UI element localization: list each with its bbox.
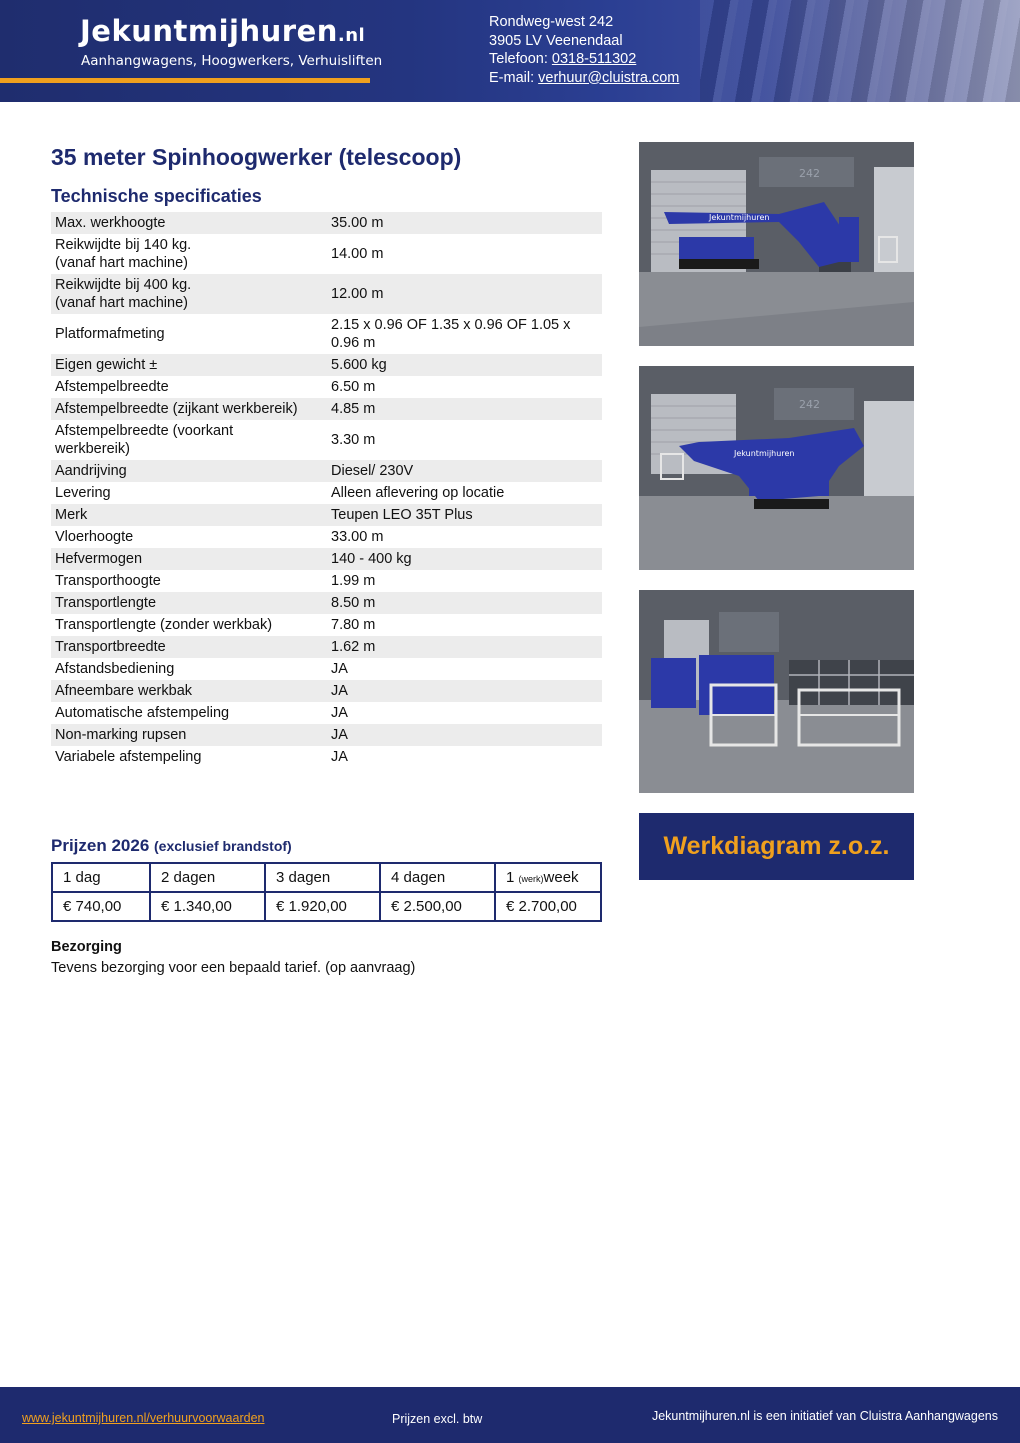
price-header: 4 dagen <box>380 863 495 892</box>
spec-row <box>51 636 602 658</box>
prices-header-row <box>52 863 601 892</box>
price-value: € 1.920,00 <box>265 892 380 921</box>
spec-value-line: 12.00 m <box>331 286 384 302</box>
logo-name: Jekuntmijhuren <box>80 14 338 48</box>
page-footer <box>0 1387 1020 1443</box>
spec-value <box>327 746 602 768</box>
spec-row <box>51 460 602 482</box>
spec-value <box>327 234 602 274</box>
spec-value-line: JA <box>331 661 348 677</box>
prices-title-main: Prijzen 2026 <box>51 836 150 855</box>
spec-value-line: 2.15 x 0.96 OF 1.35 x 0.96 OF 1.05 x <box>331 317 571 333</box>
spec-value-line: Teupen LEO 35T Plus <box>331 507 473 523</box>
spec-label-line: Merk <box>55 507 88 523</box>
spec-row <box>51 614 602 636</box>
machine-photo-1 <box>639 142 914 346</box>
spec-label-line: (vanaf hart machine) <box>55 255 188 271</box>
spec-label-line: Transportbreedte <box>55 639 166 655</box>
spec-value-line: 8.50 m <box>331 595 376 611</box>
spec-row <box>51 212 602 234</box>
spec-label-line: Automatische afstempeling <box>55 705 230 721</box>
prices-value-row <box>52 892 601 921</box>
spec-value-line: 35.00 m <box>331 215 384 231</box>
spec-label-line: (vanaf hart machine) <box>55 295 188 311</box>
prices-title-note: (exclusief brandstof) <box>154 838 292 854</box>
spec-value <box>327 504 602 526</box>
spec-value <box>327 314 602 354</box>
page-title: 35 meter Spinhoogwerker (telescoop) <box>51 144 462 170</box>
spec-label-line: Transportlengte <box>55 595 157 611</box>
phone-link[interactable]: 0318-511302 <box>551 51 637 67</box>
price-header: 1 dag <box>52 863 150 892</box>
spec-label <box>51 212 327 234</box>
spec-row <box>51 354 602 376</box>
machine-label-2: Jekuntmijhuren <box>734 449 795 458</box>
spec-label <box>51 614 327 636</box>
spec-row <box>51 398 602 420</box>
price-value: € 2.500,00 <box>380 892 495 921</box>
price-header-week <box>495 863 601 892</box>
spec-row <box>51 680 602 702</box>
spec-label-line: Hefvermogen <box>55 551 143 567</box>
machine-photo-3 <box>639 590 914 793</box>
spec-value-line: 1.62 m <box>331 639 376 655</box>
spec-label-line: Reikwijdte bij 400 kg. <box>55 277 192 293</box>
spec-label-line: Afstempelbreedte <box>55 379 169 395</box>
bezorging-title: Bezorging <box>51 939 122 955</box>
spec-row <box>51 746 602 768</box>
spec-label <box>51 376 327 398</box>
spec-value <box>327 212 602 234</box>
footer-initiative-note: Jekuntmijhuren.nl is een initiatief van Cluistra Aanhangwagens <box>651 1409 998 1423</box>
machine-photo-2 <box>639 366 914 570</box>
spec-value-line: JA <box>331 749 348 765</box>
spec-value <box>327 460 602 482</box>
spec-row <box>51 376 602 398</box>
spec-label-line: Platformafmeting <box>55 326 165 342</box>
prices-table <box>51 862 602 922</box>
spec-value-line: JA <box>331 705 348 721</box>
spec-label-line: Aandrijving <box>55 463 127 479</box>
spec-label <box>51 636 327 658</box>
spec-label-line: Afstandsbediening <box>55 661 175 677</box>
spec-value-line: JA <box>331 683 348 699</box>
spec-label <box>51 482 327 504</box>
spec-value <box>327 398 602 420</box>
spec-value <box>327 274 602 314</box>
week-small: (werk) <box>518 874 544 884</box>
spec-label <box>51 398 327 420</box>
spec-label <box>51 702 327 724</box>
phone-line <box>489 50 679 69</box>
spec-row <box>51 724 602 746</box>
spec-value <box>327 658 602 680</box>
price-value: € 1.340,00 <box>150 892 265 921</box>
spec-row <box>51 482 602 504</box>
spec-label <box>51 274 327 314</box>
price-header: 2 dagen <box>150 863 265 892</box>
prices-title <box>51 836 292 856</box>
spec-row <box>51 274 602 314</box>
spec-row <box>51 526 602 548</box>
spec-label <box>51 592 327 614</box>
spec-label <box>51 724 327 746</box>
spec-value-line: 3.30 m <box>331 432 376 448</box>
spec-label-line: Afstempelbreedte (voorkant <box>55 423 234 439</box>
spec-value <box>327 636 602 658</box>
spec-value <box>327 548 602 570</box>
spec-value <box>327 614 602 636</box>
spec-label <box>51 658 327 680</box>
specs-table <box>51 212 602 768</box>
spec-value-line: Diesel/ 230V <box>331 463 414 479</box>
spec-label <box>51 460 327 482</box>
week-suffix: week <box>543 869 579 886</box>
spec-value <box>327 354 602 376</box>
werkdiagram-banner[interactable]: Werkdiagram z.o.z. <box>639 813 914 880</box>
spec-row <box>51 592 602 614</box>
spec-value <box>327 376 602 398</box>
spec-value <box>327 482 602 504</box>
spec-label <box>51 526 327 548</box>
spec-label-line: Max. werkhoogte <box>55 215 166 231</box>
footer-vat-note: Prijzen excl. btw <box>392 1412 483 1426</box>
building-number-1: 242 <box>799 167 820 180</box>
spec-label <box>51 354 327 376</box>
email-link[interactable]: verhuur@cluistra.com <box>538 69 680 86</box>
price-header: 3 dagen <box>265 863 380 892</box>
spec-value <box>327 570 602 592</box>
specs-title: Technische specificaties <box>51 186 262 206</box>
spec-value-line: 140 - 400 kg <box>331 551 412 567</box>
phone-label: Telefoon: <box>489 51 552 67</box>
spec-row <box>51 548 602 570</box>
terms-link[interactable]: www.jekuntmijhuren.nl/verhuurvoorwaarden <box>22 1411 265 1425</box>
spec-value-line: 33.00 m <box>331 529 384 545</box>
spec-label-line: Levering <box>55 485 111 501</box>
address-line-2: 3905 LV Veenendaal <box>489 32 623 49</box>
logo-underline <box>0 78 370 83</box>
header-background-image <box>700 0 1020 102</box>
spec-value <box>327 724 602 746</box>
spec-label <box>51 234 327 274</box>
spec-label-line: Transporthoogte <box>55 573 161 589</box>
spec-row <box>51 420 602 460</box>
building-number-2: 242 <box>799 398 820 411</box>
spec-label <box>51 680 327 702</box>
spec-label-line: Afneembare werkbak <box>55 683 193 699</box>
spec-label-line: Eigen gewicht ± <box>55 357 158 373</box>
spec-row <box>51 702 602 724</box>
spec-label <box>51 548 327 570</box>
spec-row <box>51 504 602 526</box>
spec-value <box>327 526 602 548</box>
spec-value-line: 6.50 m <box>331 379 376 395</box>
spec-value-line: JA <box>331 727 348 743</box>
spec-value-line: 1.99 m <box>331 573 376 589</box>
spec-label-line: werkbereik) <box>55 441 130 457</box>
spec-value-line: 5.600 kg <box>331 357 387 373</box>
spec-value <box>327 702 602 724</box>
contact-info <box>489 13 679 87</box>
logo[interactable] <box>80 14 365 48</box>
page-header <box>0 0 1020 102</box>
spec-row <box>51 234 602 274</box>
price-value: € 2.700,00 <box>495 892 601 921</box>
spec-label-line: Variabele afstempeling <box>55 749 202 765</box>
spec-label <box>51 314 327 354</box>
spec-label <box>51 420 327 460</box>
spec-label <box>51 504 327 526</box>
spec-row <box>51 314 602 354</box>
spec-label-line: Vloerhoogte <box>55 529 134 545</box>
spec-label-line: Non-marking rupsen <box>55 727 187 743</box>
address-line-1: Rondweg-west 242 <box>489 14 614 30</box>
spec-value-line: 0.96 m <box>331 335 376 351</box>
spec-label <box>51 570 327 592</box>
spec-value <box>327 680 602 702</box>
spec-row <box>51 658 602 680</box>
spec-value-line: 4.85 m <box>331 401 376 417</box>
spec-value-line: Alleen aflevering op locatie <box>331 485 505 501</box>
email-line <box>489 69 679 88</box>
spec-row <box>51 570 602 592</box>
email-label: E-mail: <box>489 69 539 86</box>
week-prefix: 1 <box>506 869 519 886</box>
price-value: € 740,00 <box>52 892 150 921</box>
spec-label-line: Afstempelbreedte (zijkant werkbereik) <box>55 401 298 417</box>
spec-value-line: 7.80 m <box>331 617 376 633</box>
spec-label-line: Transportlengte (zonder werkbak) <box>55 617 273 633</box>
logo-tagline: Aanhangwagens, Hoogwerkers, Verhuisliften <box>81 53 383 69</box>
spec-label <box>51 746 327 768</box>
machine-label-1: Jekuntmijhuren <box>709 213 770 222</box>
spec-value-line: 14.00 m <box>331 246 384 262</box>
spec-value <box>327 420 602 460</box>
spec-label-line: Reikwijdte bij 140 kg. <box>55 237 192 253</box>
spec-value <box>327 592 602 614</box>
bezorging-text: Tevens bezorging voor een bepaald tarief. (op aanvraag) <box>51 960 416 976</box>
logo-tld: .nl <box>337 25 366 46</box>
